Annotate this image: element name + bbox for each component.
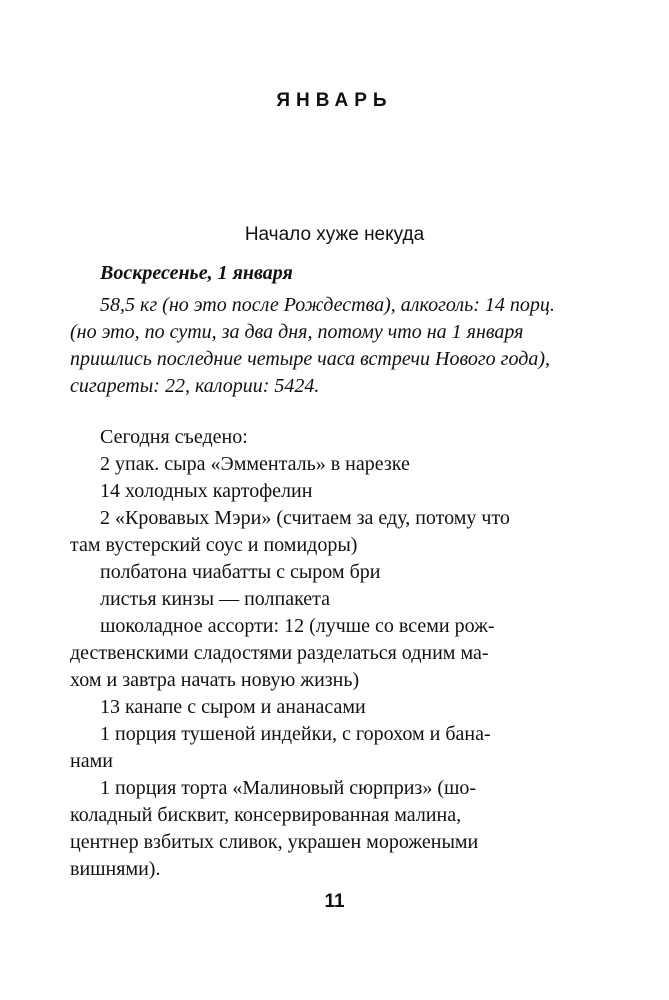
eaten-heading: Сегодня съедено: xyxy=(100,426,248,448)
list-item-continuation: дественскими сладостями разделаться одним ма- xyxy=(70,642,489,664)
entry-date: Воскресенье, 1 января xyxy=(100,262,293,284)
list-item: 13 канапе с сыром и ананасами xyxy=(100,696,366,718)
stats-paragraph xyxy=(70,292,570,400)
chapter-title: ЯНВАРЬ xyxy=(276,90,393,111)
stats-line: 58,5 кг (но это после Рождества), алкоголь: 14 порц. xyxy=(100,294,555,316)
list-item: 1 порция тушеной индейки, с горохом и бана- xyxy=(100,723,491,745)
stats-line: (но это, по сути, за два дня, потому что на 1 января xyxy=(70,321,524,343)
page-number: 11 xyxy=(324,891,345,912)
list-item-continuation: хом и завтра начать новую жизнь) xyxy=(70,669,360,691)
eaten-list xyxy=(70,424,570,883)
stats-line: пришлись последние четыре часа встречи Нового года), xyxy=(70,348,550,370)
list-item-continuation: центнер взбитых сливок, украшен морожеными xyxy=(70,831,479,853)
list-item-continuation: вишнями). xyxy=(70,858,161,880)
list-item: 1 порция торта «Малиновый сюрприз» (шо- xyxy=(100,777,477,799)
list-item: 2 упак. сыра «Эмменталь» в нарезке xyxy=(100,453,410,475)
list-item-continuation: коладный бисквит, консервированная малина, xyxy=(70,804,462,826)
list-item-continuation: нами xyxy=(70,750,113,772)
list-item: листья кинзы — полпакета xyxy=(100,588,331,610)
list-item: шоколадное ассорти: 12 (лучше со всеми рож- xyxy=(100,615,495,637)
list-item: 2 «Кровавых Мэри» (считаем за еду, потому что xyxy=(100,507,510,529)
stats-line: сигареты: 22, калории: 5424. xyxy=(70,375,320,397)
list-item: полбатона чиабатты с сыром бри xyxy=(100,561,381,583)
section-title: Начало хуже некуда xyxy=(244,224,425,245)
list-item: 14 холодных картофелин xyxy=(100,480,313,502)
list-item-continuation: там вустерский соус и помидоры) xyxy=(70,534,358,556)
